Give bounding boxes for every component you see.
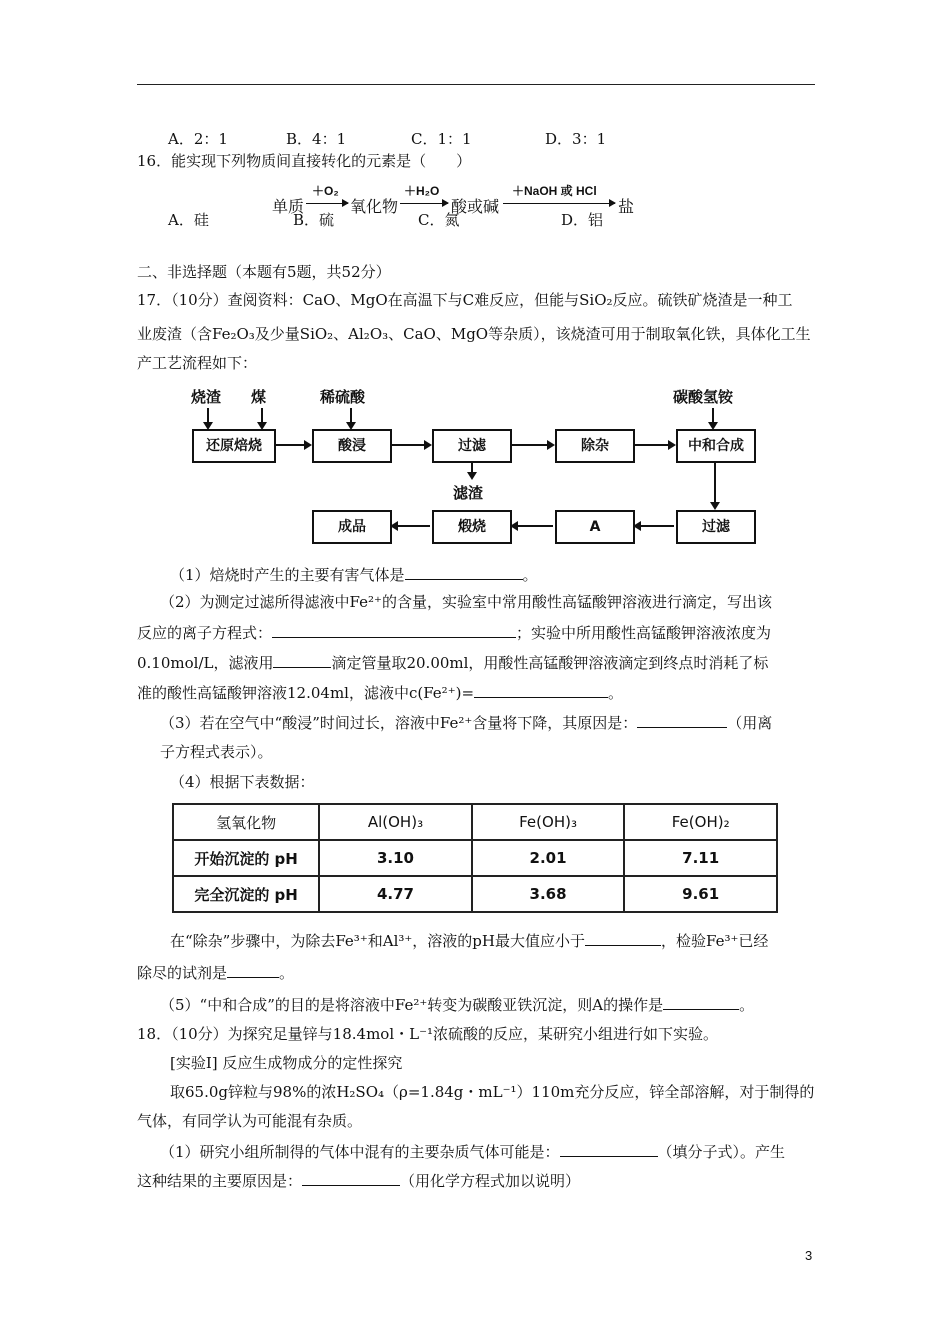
table-cell: 7.11: [624, 840, 777, 876]
q17-p1-end: 。: [522, 566, 538, 584]
input-slag: 烧渣: [191, 388, 222, 406]
table-header: Fe(OH)₂: [624, 804, 777, 840]
chain-salt: 盐: [618, 197, 635, 216]
reagent-h2o: ＋H₂O: [404, 184, 440, 198]
q18-line-2: 取65.0g锌粒与98%的浓H₂SO₄（ρ=1.84g・mL⁻¹）110m充分反应，锌全部溶解，对于制得的: [170, 1083, 815, 1101]
q17-p1-text: （1）焙烧时产生的主要有害气体是: [170, 566, 405, 584]
table-header: Fe(OH)₃: [472, 804, 625, 840]
table-cell: 3.10: [319, 840, 472, 876]
q17-p4b-text-c: 除尽的试剂是: [137, 964, 228, 982]
q15-option-d: D．3：1: [545, 130, 607, 148]
table-cell: 9.61: [624, 876, 777, 912]
step-neutralize-synthesize: 中和合成: [676, 429, 756, 463]
q15-option-b: B．4：1: [286, 130, 347, 148]
table-header-row: [173, 804, 777, 840]
q17-p4b-end: 。: [279, 964, 295, 982]
arrow-left: [512, 525, 553, 527]
arrow-down: [261, 408, 263, 428]
arrow-3: [503, 203, 615, 204]
reagent-o2: ＋O₂: [312, 184, 339, 198]
q18-line-5: [137, 1170, 580, 1191]
step-reduction-roast: 还原焙烧: [192, 429, 276, 463]
answer-blank[interactable]: [663, 994, 739, 1010]
q16-option-a: A．硅: [168, 211, 209, 229]
q17-p4b-text: 在“除杂”步骤中，为除去Fe³⁺和Al³⁺，溶液的pH最大值应小于: [170, 932, 585, 950]
input-dilute-h2so4: 稀硫酸: [320, 388, 366, 406]
arrow-left: [392, 525, 430, 527]
chain-acid-base: 酸或碱: [451, 197, 500, 216]
arrow-down-right: [714, 462, 716, 508]
q17-part-2-line-4: [137, 682, 623, 703]
step-impurity-removal: 除杂: [555, 429, 635, 463]
q17-part-1: [170, 564, 538, 585]
q16-stem: 16．能实现下列物质间直接转化的元素是（ ）: [137, 152, 472, 170]
q18-l5-text: 这种结果的主要原因是：: [137, 1172, 303, 1190]
page-number: 3: [805, 1248, 813, 1263]
table-cell: 2.01: [472, 840, 625, 876]
table-cell: 4.77: [319, 876, 472, 912]
arrow-down-residue: [471, 462, 473, 478]
q18-l5-text-b: （用化学方程式加以说明）: [400, 1172, 581, 1190]
arrow-down: [350, 408, 352, 428]
arrow-1: [306, 203, 348, 204]
q17-p2-text-c: 0.10mol/L，滤液用: [137, 654, 274, 672]
answer-blank[interactable]: [560, 1141, 658, 1157]
table-header: 氢氧化物: [173, 804, 319, 840]
step-acid-leach: 酸浸: [312, 429, 392, 463]
reagent-naoh-hcl: ＋NaOH 或 HCl: [512, 184, 597, 198]
q15-option-c: C．1：1: [411, 130, 472, 148]
q17-part-2-line-3: [137, 652, 768, 673]
answer-blank[interactable]: [637, 712, 727, 728]
step-filter-1: 过滤: [432, 429, 512, 463]
arrow-right: [512, 444, 553, 446]
q17-p2-text-e: 准的酸性高锰酸钾溶液12.04ml，滤液中c(Fe²⁺)=: [137, 684, 475, 702]
arrow-down: [207, 408, 209, 428]
arrow-right: [635, 444, 674, 446]
q17-line-2: 业废渣（含Fe₂O₃及少量SiO₂、Al₂O₃、CaO、MgO等杂质），该烧渣可用于制取氧化铁，具体化工生: [137, 325, 811, 343]
q17-part-4: （4）根据下表数据：: [170, 773, 315, 791]
hydroxide-ph-table: [172, 803, 778, 913]
arrow-right: [276, 444, 310, 446]
table-row: [173, 840, 777, 876]
q17-p5-text: （5）“中和合成”的目的是将溶液中Fe²⁺转变为碳酸亚铁沉淀，则A的操作是: [160, 996, 664, 1014]
q17-p2-text: 反应的离子方程式：: [137, 624, 273, 642]
q17-part-2-line-2: [137, 622, 771, 643]
q18-l4-text: （1）研究小组所制得的气体中混有的主要杂质气体可能是：: [160, 1143, 560, 1161]
arrow-2: [400, 203, 448, 204]
residue-label: 滤渣: [453, 484, 484, 502]
q18-line-4: [160, 1141, 785, 1162]
q17-p4b-text-b: ，检验Fe³⁺已经: [660, 932, 769, 950]
header-rule: [137, 84, 815, 85]
q15-option-a: A．2：1: [168, 130, 228, 148]
answer-blank[interactable]: [405, 564, 523, 580]
q17-line-3: 产工艺流程如下：: [137, 354, 258, 372]
q17-p3-text-b: （用离: [727, 714, 773, 732]
input-coal: 煤: [251, 388, 267, 406]
process-flow-chart: [185, 378, 765, 548]
q17-part-4b-line-2: [137, 962, 294, 983]
step-product: 成品: [312, 510, 392, 544]
q17-p3-text: （3）若在空气中“酸浸”时间过长，溶液中Fe²⁺含量将下降，其原因是：: [160, 714, 638, 732]
step-filter-2: 过滤: [676, 510, 756, 544]
arrow-right: [392, 444, 430, 446]
answer-blank[interactable]: [474, 682, 608, 698]
table-cell: 3.68: [472, 876, 625, 912]
q17-p2-text-b: ；实验中所用酸性高锰酸钾溶液浓度为: [516, 624, 772, 642]
answer-blank[interactable]: [272, 622, 516, 638]
answer-blank[interactable]: [273, 652, 331, 668]
q17-part-4b-line-1: [170, 930, 768, 951]
table-cell: 开始沉淀的 pH: [173, 840, 319, 876]
q17-part-3-line-2: 子方程式表示）。: [160, 743, 273, 761]
q17-part-2-line-1: （2）为测定过滤所得滤液中Fe²⁺的含量，实验室中常用酸性高锰酸钾溶液进行滴定，写出该: [160, 593, 772, 611]
table-row: [173, 876, 777, 912]
q17-part-5: [160, 994, 754, 1015]
chain-oxide: 氧化物: [350, 197, 399, 216]
input-nh4hco3: 碳酸氢铵: [673, 388, 734, 406]
step-a: A: [555, 510, 635, 544]
table-cell: 完全沉淀的 pH: [173, 876, 319, 912]
q17-p2-text-d: 滴定管量取20.00ml，用酸性高锰酸钾溶液滴定到终点时消耗了标: [331, 654, 769, 672]
q18-experiment-heading: [实验I] 反应生成物成分的定性探究: [170, 1054, 403, 1072]
q18-line-3: 气体，有同学认为可能混有杂质。: [137, 1112, 363, 1130]
q17-p2-end: 。: [608, 684, 624, 702]
answer-blank[interactable]: [302, 1170, 400, 1186]
q17-part-3-line-1: [160, 712, 772, 733]
q18-line-1: 18．（10分）为探究足量锌与18.4mol・L⁻¹浓硫酸的反应，某研究小组进行如下实验。: [137, 1025, 719, 1043]
table-header: Al(OH)₃: [319, 804, 472, 840]
section-heading: 二、非选择题（本题有5题，共52分）: [137, 263, 391, 281]
q16-option-d: D．铝: [561, 211, 604, 229]
step-calcine: 煅烧: [432, 510, 512, 544]
q17-p5-end: 。: [739, 996, 755, 1014]
arrow-down: [712, 408, 714, 428]
arrow-left: [635, 525, 674, 527]
answer-blank[interactable]: [227, 962, 279, 978]
q16-option-c: C．氮: [418, 211, 460, 229]
answer-blank[interactable]: [585, 930, 661, 946]
q17-line-1: 17．（10分）查阅资料：CaO、MgO在高温下与C难反应，但能与SiO₂反应。硫铁矿烧渣是一种工: [137, 291, 793, 309]
chain-element: 单质: [272, 197, 305, 216]
q16-option-b: B．硫: [293, 211, 335, 229]
q18-l4-text-b: （填分子式）。产生: [657, 1143, 786, 1161]
